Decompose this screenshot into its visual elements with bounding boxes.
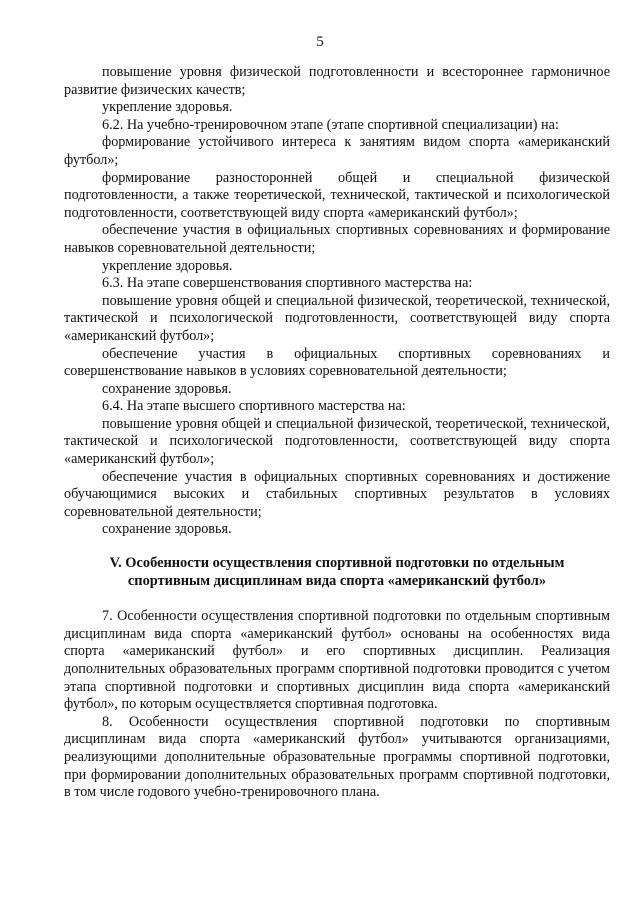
paragraph: 8. Особенности осуществления спортивной подготовки по спортивным дисциплинам вида спорта «американский футбол» учитываются организациями, реализующими дополнительные образовательные программы спортивной подготовки, при формировании дополнительных образовательных программ спортивной подготовки, в том числе годового учебно-тренировочного плана.	[64, 713, 610, 801]
paragraph: обеспечение участия в официальных спортивных соревнованиях и формирование навыков соревновательной деятельности;	[64, 222, 610, 256]
paragraph: 6.3. На этапе совершенствования спортивного мастерства на:	[102, 275, 473, 292]
page-number: 5	[316, 34, 324, 50]
paragraph: формирование устойчивого интереса к занятиям видом спорта «американский футбол»;	[64, 134, 610, 168]
paragraph: 6.2. На учебно-тренировочном этапе (этапе спортивной специализации) на:	[102, 116, 559, 133]
paragraph: укрепление здоровья.	[102, 99, 233, 116]
paragraph: формирование разносторонней общей и специальной физической подготовленности, а также теоретической, технической, тактической и психологической подготовленности, соответствующей виду спорта «американский футбол»;	[64, 169, 610, 221]
paragraph: укрепление здоровья.	[102, 257, 233, 274]
spacer	[64, 539, 610, 555]
paragraph: повышение уровня общей и специальной физической, теоретической, технической, тактической и психологической подготовленности, соответствующей виду спорта «американский футбол»;	[64, 292, 610, 344]
paragraph: обеспечение участия в официальных спортивных соревнованиях и совершенствование навыков в условиях соревновательной деятельности;	[64, 345, 610, 380]
section-heading: V. Особенности осуществления спортивной подготовки по отдельным спортивным дисциплинам вида спорта «американский футбол»	[109, 555, 565, 589]
paragraph: повышение уровня физической подготовленности и всестороннее гармоничное развитие физических качеств;	[64, 64, 610, 98]
paragraph: сохранение здоровья.	[102, 380, 232, 397]
paragraph: 6.4. На этапе высшего спортивного мастерства на:	[102, 398, 406, 415]
paragraph: 7. Особенности осуществления спортивной подготовки по отдельным спортивным дисциплинам вида спорта «американский футбол» основаны на особенностях вида спорта «американский футбол» и его спортивных дисциплин. Реализация дополнительных образовательных программ спортивной подготовки проводится с учетом этапа спортивной подготовки и спортивных дисциплин вида спорта «американский футбол», по которым осуществляется спортивная подготовка.	[64, 608, 610, 713]
paragraph: повышение уровня общей и специальной физической, теоретической, технической, тактической и психологической подготовленности, соответствующей виду спорта «американский футбол»;	[64, 415, 610, 468]
spacer	[64, 590, 610, 608]
paragraph: обеспечение участия в официальных спортивных соревнованиях и достижение обучающимися высоких и стабильных спортивных результатов в условиях соревновательной деятельности;	[64, 468, 610, 520]
document-body	[64, 64, 610, 802]
paragraph: сохранение здоровья.	[102, 521, 232, 538]
